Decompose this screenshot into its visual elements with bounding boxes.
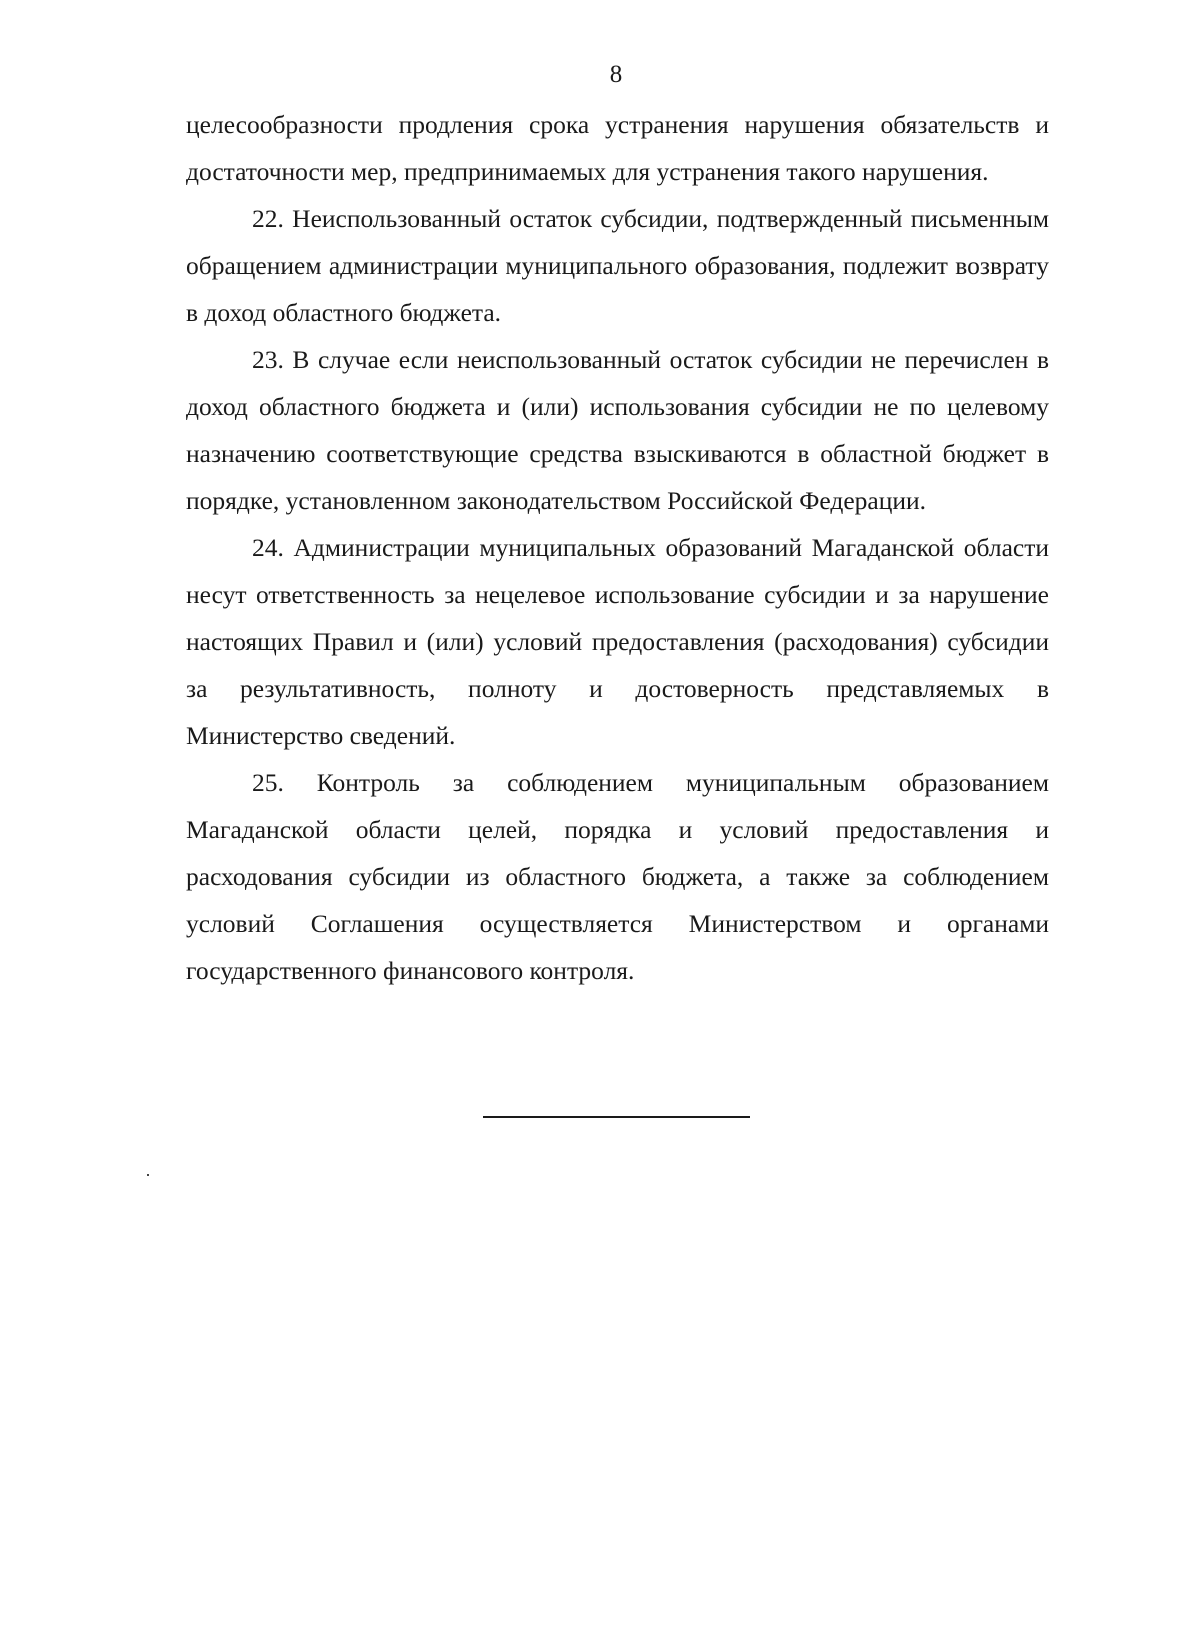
paragraph-23: 23. В случае если неиспользованный остаток субсидии не перечислен в доход областного бюджета и (или) использования субсидии не по целевому назначению соответствующие средства взыскиваются в областной бюджет в порядке, установленном законодательством Российской Федерации.	[186, 345, 1049, 515]
page-number: 8	[609, 61, 623, 88]
end-of-document-rule	[483, 1116, 750, 1118]
scan-speck	[147, 1174, 149, 1176]
paragraph-continued: целесообразности продления срока устранения нарушения обязательств и достаточности мер, предпринимаемых для устранения такого нарушения.	[186, 110, 1049, 186]
document-body	[186, 101, 1049, 994]
paragraph-25: 25. Контроль за соблюдением муниципальным образованием Магаданской области целей, порядка и условий предоставления и расходования субсидии из областного бюджета, а также за соблюдением условий Соглашения осуществляется Министерством и органами государственного финансового контроля.	[186, 768, 1049, 985]
paragraph-22: 22. Неиспользованный остаток субсидии, подтвержденный письменным обращением администрации муниципального образования, подлежит возврату в доход областного бюджета.	[186, 204, 1049, 327]
paragraph-24: 24. Администрации муниципальных образований Магаданской области несут ответственность за нецелевое использование субсидии и за нарушение настоящих Правил и (или) условий предоставления (расходования) субсидии за результативность, полноту и достоверность представляемых в Министерство сведений.	[186, 533, 1049, 750]
